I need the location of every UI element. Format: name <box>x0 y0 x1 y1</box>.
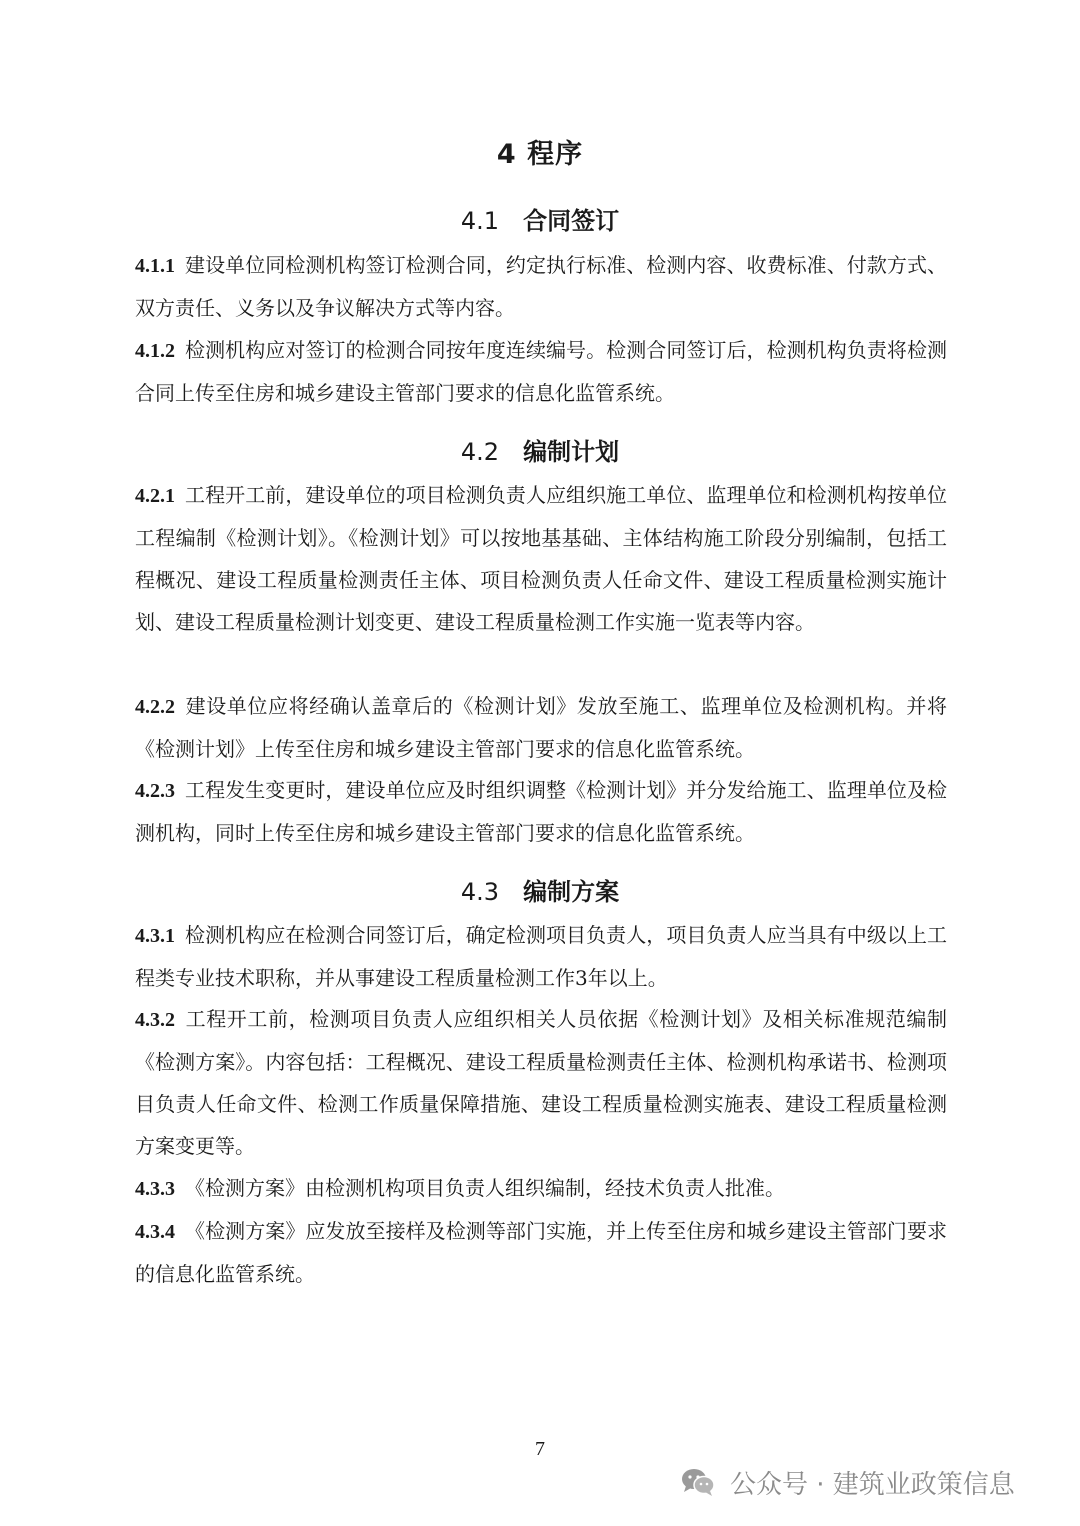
chapter-title-text: 程序 <box>527 139 584 170</box>
clause-number: 4.2.1 <box>135 485 175 507</box>
clause-number: 4.2.3 <box>135 780 175 802</box>
clause-4-2-1 <box>135 474 947 643</box>
chapter-number: 4 <box>496 139 517 170</box>
watermark <box>680 1462 1015 1502</box>
clause-number: 4.3.1 <box>135 925 175 947</box>
clause-4-1-1 <box>135 244 947 329</box>
clause-text: 建设单位同检测机构签订检测合同，约定执行标准、检测内容、收费标准、付款方式、双方责任、义务以及争议解决方式等内容。 <box>135 253 947 320</box>
clause-text: 工程开工前，建设单位的项目检测负责人应组织施工单位、监理单位和检测机构按单位工程编制《检测计划》。《检测计划》可以按地基基础、主体结构施工阶段分别编制，包括工程概况、建设工程质量检测责任主体、项目检测负责人任命文件、建设工程质量检测实施计划、建设工程质量检测计划变更、建设工程质量检测工作实施一览表等内容。 <box>135 483 947 634</box>
wechat-icon <box>680 1466 716 1498</box>
clause-4-3-2 <box>135 998 947 1167</box>
section-number: 4.2 <box>460 438 500 466</box>
clause-text: 检测机构应对签订的检测合同按年度连续编号。检测合同签订后，检测机构负责将检测合同上传至住房和城乡建设主管部门要求的信息化监管系统。 <box>135 338 947 405</box>
section-title-4-2 <box>0 432 1080 467</box>
clause-number: 4.3.3 <box>135 1178 175 1200</box>
clause-text: 《检测方案》由检测机构项目负责人组织编制，经技术负责人批准。 <box>185 1176 785 1200</box>
clause-number: 4.1.1 <box>135 255 175 277</box>
clause-text: 检测机构应在检测合同签订后，确定检测项目负责人，项目负责人应当具有中级以上工程类专业技术职称，并从事建设工程质量检测工作3年以上。 <box>135 923 947 990</box>
clause-4-2-3 <box>135 769 947 854</box>
clause-number: 4.3.4 <box>135 1221 175 1243</box>
section-title-text: 合同签订 <box>523 207 620 235</box>
clause-number: 4.3.2 <box>135 1009 175 1031</box>
section-title-text: 编制计划 <box>523 438 620 466</box>
section-number: 4.1 <box>460 207 500 235</box>
clause-text: 建设单位应将经确认盖章后的《检测计划》发放至施工、监理单位及检测机构。并将《检测计划》上传至住房和城乡建设主管部门要求的信息化监管系统。 <box>135 694 947 761</box>
clause-text: 工程开工前，检测项目负责人应组织相关人员依据《检测计划》及相关标准规范编制《检测方案》。内容包括：工程概况、建设工程质量检测责任主体、检测机构承诺书、检测项目负责人任命文件、检测工作质量保障措施、建设工程质量检测实施表、建设工程质量检测方案变更等。 <box>135 1007 947 1158</box>
clause-text: 工程发生变更时，建设单位应及时组织调整《检测计划》并分发给施工、监理单位及检测机构，同时上传至住房和城乡建设主管部门要求的信息化监管系统。 <box>135 778 947 845</box>
section-title-4-3 <box>0 872 1080 907</box>
section-title-text: 编制方案 <box>523 878 620 906</box>
page-number: 7 <box>535 1438 545 1460</box>
clause-number: 4.1.2 <box>135 340 175 362</box>
watermark-text: 公众号 · 建筑业政策信息 <box>730 1469 1015 1500</box>
section-number: 4.3 <box>460 878 500 906</box>
clause-4-2-2 <box>135 685 947 770</box>
clause-text: 《检测方案》应发放至接样及检测等部门实施，并上传至住房和城乡建设主管部门要求的信息化监管系统。 <box>135 1219 947 1286</box>
section-title-4-1 <box>0 201 1080 236</box>
clause-4-3-3 <box>135 1167 947 1210</box>
chapter-title <box>0 132 1080 171</box>
clause-4-1-2 <box>135 329 947 414</box>
clause-4-3-1 <box>135 914 947 999</box>
clause-4-3-4 <box>135 1210 947 1295</box>
clause-number: 4.2.2 <box>135 696 175 718</box>
